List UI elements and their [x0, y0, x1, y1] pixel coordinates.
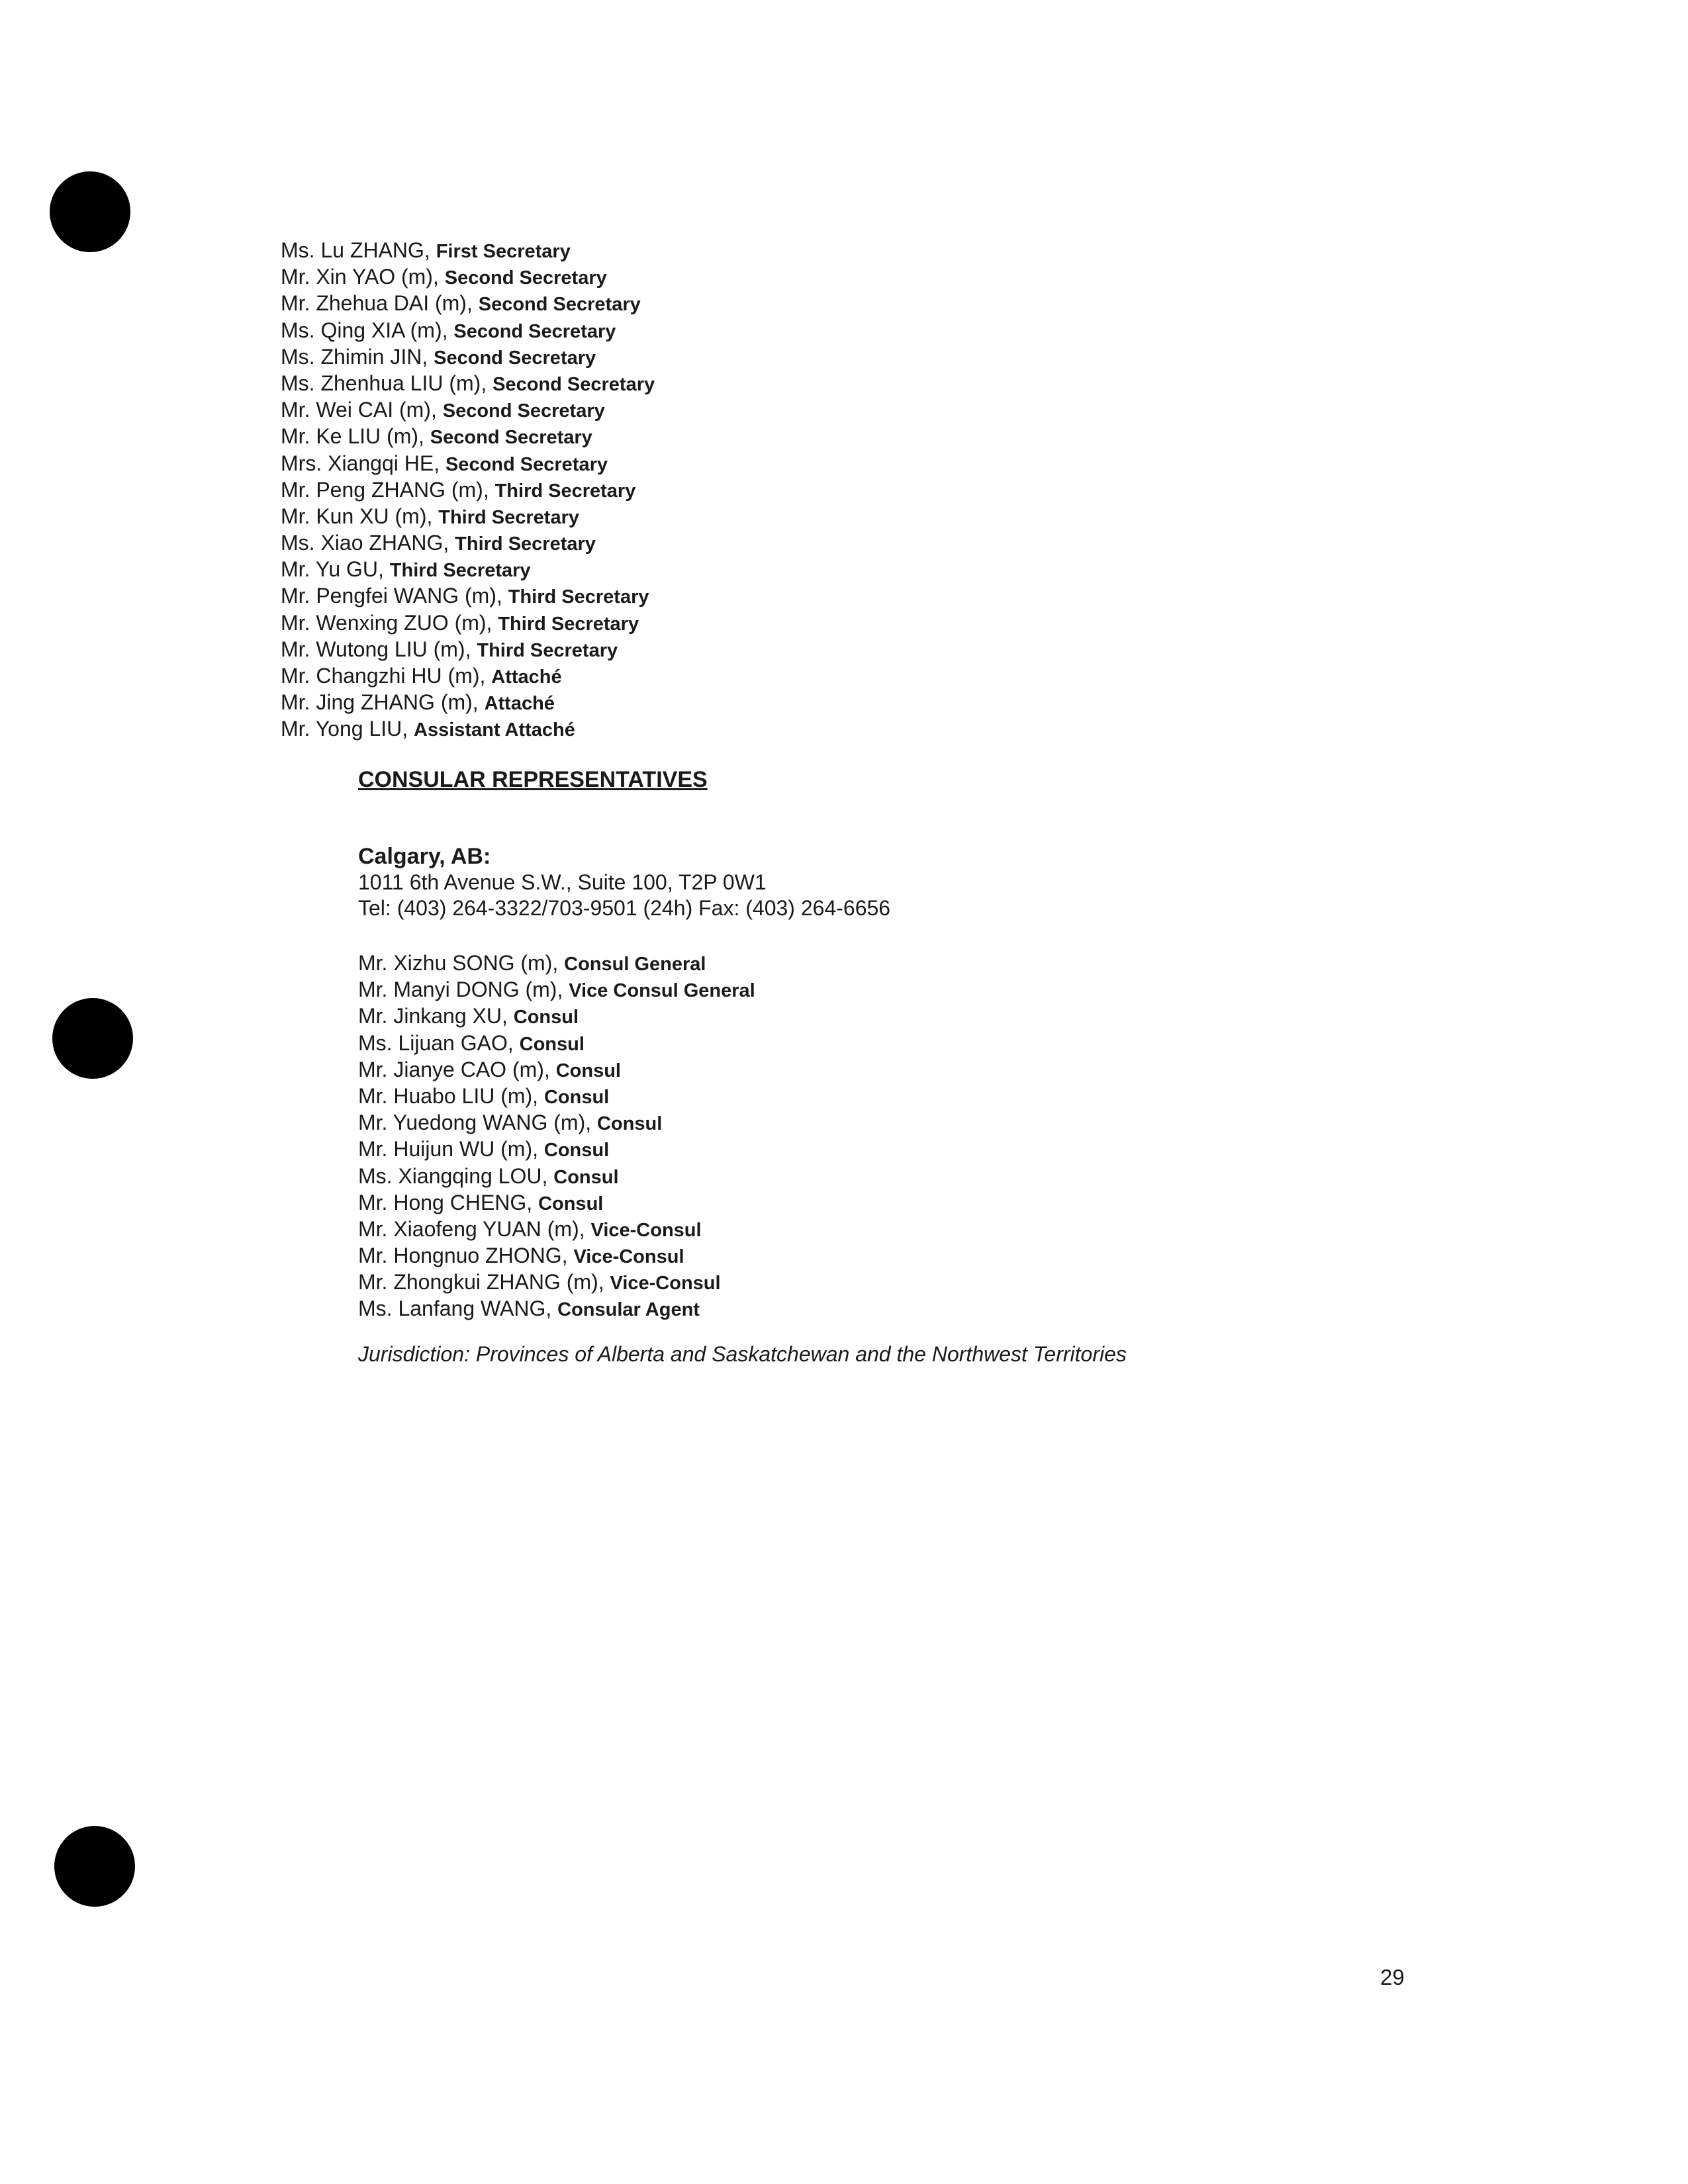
staff-name: Mr. Yong LIU, — [281, 717, 414, 741]
binder-hole — [54, 1826, 135, 1907]
staff-entry — [281, 529, 1274, 556]
staff-title: Second Secretary — [478, 294, 641, 316]
staff-title: Second Secretary — [445, 453, 608, 475]
staff-title: Consul — [597, 1113, 663, 1135]
staff-entry — [358, 950, 1550, 976]
staff-name: Mr. Huabo LIU (m), — [358, 1083, 544, 1108]
staff-name: Mr. Yuedong WANG (m), — [358, 1111, 597, 1135]
staff-entry — [281, 317, 1274, 343]
staff-title: Third Secretary — [508, 586, 649, 608]
staff-name: Mr. Xin YAO (m), — [281, 265, 445, 289]
staff-entry — [281, 477, 1274, 503]
staff-name: Ms. Xiao ZHANG, — [281, 531, 455, 555]
staff-name: Ms. Xiangqing LOU, — [358, 1163, 554, 1188]
staff-title: Consul — [513, 1007, 579, 1028]
staff-title: Third Secretary — [455, 533, 596, 555]
staff-entry — [281, 423, 1274, 449]
staff-entry — [358, 1216, 1550, 1242]
staff-name: Ms. Lu ZHANG, — [281, 238, 436, 262]
staff-title: First Secretary — [436, 241, 571, 262]
staff-entry — [281, 556, 1274, 582]
staff-entry — [281, 662, 1274, 689]
embassy-staff-list — [281, 237, 1274, 743]
staff-name: Mr. Jinkang XU, — [358, 1004, 514, 1028]
staff-name: Mr. Hong CHENG, — [358, 1190, 539, 1214]
staff-entry — [281, 396, 1274, 423]
staff-entry — [358, 1109, 1550, 1136]
staff-title: Attaché — [484, 693, 555, 715]
staff-entry — [281, 503, 1274, 529]
staff-name: Ms. Zhimin JIN, — [281, 344, 434, 369]
staff-title: Vice Consul General — [569, 980, 755, 1002]
staff-entry — [281, 636, 1274, 662]
staff-name: Ms. Zhenhua LIU (m), — [281, 371, 493, 395]
staff-entry — [281, 582, 1274, 609]
jurisdiction-note: Jurisdiction: Provinces of Alberta and Saskatchewan and the Northwest Territories — [358, 1342, 1127, 1366]
staff-entry — [281, 237, 1274, 263]
staff-name: Mr. Jing ZHANG (m), — [281, 690, 485, 715]
staff-title: Second Secretary — [430, 427, 592, 449]
staff-title: Consul — [555, 1060, 621, 1081]
staff-title: Second Secretary — [434, 347, 596, 369]
staff-title: Assistant Attaché — [414, 719, 575, 741]
staff-entry — [281, 450, 1274, 477]
staff-entry — [281, 610, 1274, 636]
staff-name: Ms. Lanfang WANG, — [358, 1297, 558, 1321]
staff-name: Mr. Jianye CAO (m), — [358, 1057, 556, 1081]
staff-entry — [281, 689, 1274, 715]
staff-entry — [358, 1056, 1550, 1083]
staff-entry — [358, 1269, 1550, 1295]
staff-name: Mr. Huijun WU (m), — [358, 1137, 544, 1161]
staff-entry — [358, 1030, 1550, 1056]
staff-name: Mr. Pengfei WANG (m), — [281, 584, 508, 608]
staff-title: Consular Agent — [557, 1299, 700, 1321]
staff-name: Mr. Zhehua DAI (m), — [281, 291, 479, 316]
staff-title: Second Secretary — [492, 373, 655, 395]
staff-title: Consul — [553, 1166, 619, 1188]
staff-name: Mr. Xiaofeng YUAN (m), — [358, 1216, 591, 1241]
section-heading: CONSULAR REPRESENTATIVES — [358, 767, 708, 792]
staff-title: Third Secretary — [438, 506, 580, 528]
staff-entry — [281, 715, 1274, 742]
staff-title: Consul — [543, 1086, 610, 1108]
staff-title: Second Secretary — [453, 320, 616, 342]
staff-name: Mr. Wenxing ZUO (m), — [281, 610, 498, 635]
staff-title: Consul General — [564, 954, 706, 975]
staff-title: Third Secretary — [477, 639, 618, 661]
consulate-phone: Tel: (403) 264-3322/703-9501 (24h) Fax: (403) 264-6656 — [358, 896, 891, 920]
staff-title: Second Secretary — [442, 400, 605, 422]
binder-hole — [52, 998, 133, 1079]
staff-title: Attaché — [491, 666, 562, 688]
page-number: 29 — [1380, 1965, 1405, 1989]
staff-title: Consul — [538, 1193, 604, 1214]
staff-entry — [358, 1083, 1550, 1109]
staff-title: Third Secretary — [389, 560, 531, 582]
staff-name: Mr. Peng ZHANG (m), — [281, 477, 495, 502]
staff-name: Mr. Manyi DONG (m), — [358, 978, 569, 1002]
staff-name: Mr. Xizhu SONG (m), — [358, 951, 565, 975]
staff-name: Mr. Hongnuo ZHONG, — [358, 1244, 574, 1268]
consulate-address: 1011 6th Avenue S.W., Suite 100, T2P 0W1 — [358, 870, 767, 894]
staff-entry — [358, 1003, 1550, 1029]
staff-entry — [358, 1242, 1550, 1269]
staff-name: Mr. Wutong LIU (m), — [281, 637, 477, 661]
staff-name: Ms. Lijuan GAO, — [358, 1030, 520, 1055]
city-heading: Calgary, AB: — [358, 844, 491, 869]
staff-name: Mrs. Xiangqi HE, — [281, 451, 445, 475]
staff-title: Third Secretary — [498, 613, 639, 635]
staff-name: Mr. Wei CAI (m), — [281, 398, 443, 422]
staff-title: Second Secretary — [444, 267, 607, 289]
staff-title: Consul — [519, 1033, 585, 1055]
staff-entry — [281, 263, 1274, 290]
staff-entry — [358, 1295, 1550, 1322]
staff-entry — [358, 1163, 1550, 1189]
staff-name: Mr. Ke LIU (m), — [281, 424, 430, 449]
staff-name: Mr. Kun XU (m), — [281, 504, 439, 528]
staff-name: Mr. Changzhi HU (m), — [281, 664, 492, 688]
staff-title: Vice-Consul — [590, 1219, 702, 1241]
staff-name: Ms. Qing XIA (m), — [281, 318, 454, 342]
staff-title: Vice-Consul — [610, 1273, 721, 1295]
staff-title: Consul — [543, 1140, 610, 1161]
staff-name: Mr. Yu GU, — [281, 557, 390, 582]
staff-entry — [358, 1189, 1550, 1216]
binder-hole — [50, 171, 130, 252]
staff-entry — [281, 370, 1274, 396]
staff-entry — [281, 343, 1274, 370]
consular-section — [358, 766, 1550, 1367]
consular-staff-list — [358, 950, 1550, 1322]
staff-entry — [358, 976, 1550, 1003]
staff-entry — [358, 1136, 1550, 1162]
staff-name: Mr. Zhongkui ZHANG (m), — [358, 1270, 610, 1295]
staff-title: Third Secretary — [494, 480, 636, 502]
staff-entry — [281, 290, 1274, 316]
staff-title: Vice-Consul — [573, 1246, 684, 1268]
